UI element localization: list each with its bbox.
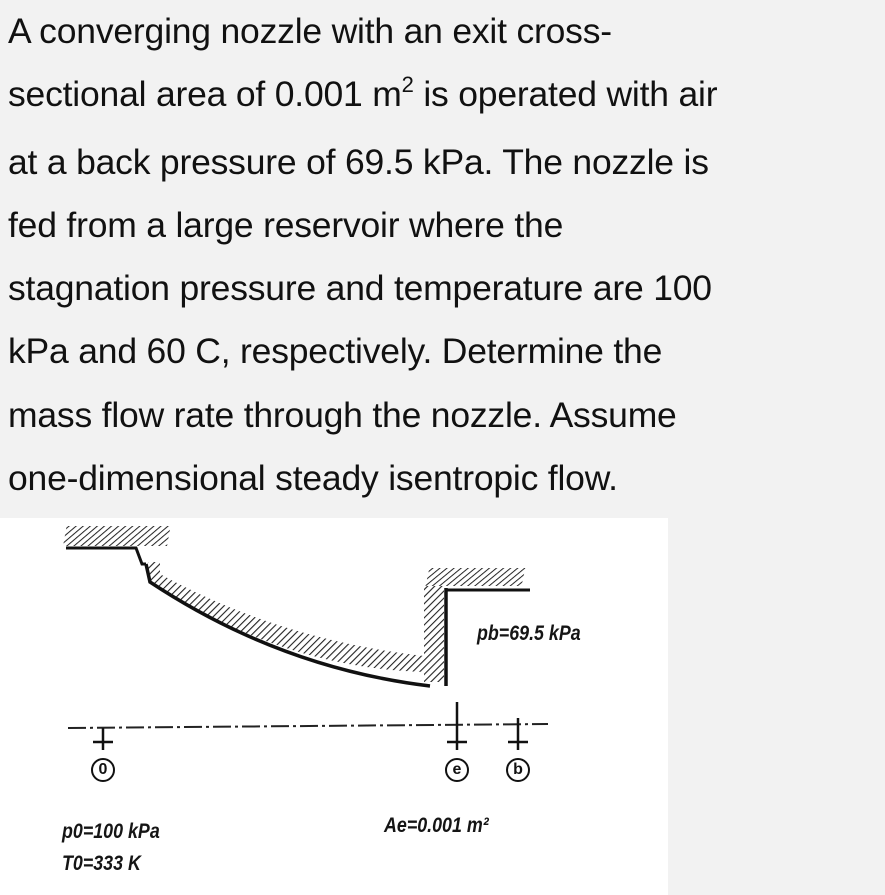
- reservoir-temperature-label: T0=333 K: [62, 852, 141, 875]
- centerline: [68, 724, 548, 728]
- problem-line-2a: sectional area of 0.001 m: [8, 74, 402, 115]
- station-b-marker: b: [506, 758, 530, 782]
- back-pressure-label: pb=69.5 kPa: [477, 622, 581, 645]
- nozzle-wall: [136, 548, 530, 686]
- reservoir-wall: [63, 526, 171, 564]
- station-0-marker: 0: [91, 758, 115, 782]
- nozzle-figure: [0, 518, 668, 895]
- problem-line-2: [8, 63, 880, 130]
- exit-area-label: Ae=0.001 m²: [384, 814, 489, 837]
- area-exponent: 2: [401, 72, 414, 98]
- problem-line-5: stagnation pressure and temperature are 100: [8, 268, 712, 309]
- reservoir-pressure-label: p0=100 kPa: [62, 820, 160, 843]
- problem-line-6: kPa and 60 C, respectively. Determine the: [8, 331, 663, 372]
- problem-statement: [8, 0, 880, 510]
- problem-line-3: at a back pressure of 69.5 kPa. The nozzle is: [8, 141, 709, 182]
- problem-line-4: fed from a large reservoir where the: [8, 204, 564, 245]
- problem-line-2b: is operated with air: [423, 74, 718, 115]
- problem-line-1: A converging nozzle with an exit cross-: [8, 11, 612, 51]
- station-e-marker: e: [445, 758, 469, 782]
- problem-line-7: mass flow rate through the nozzle. Assume: [8, 394, 677, 435]
- problem-line-8: one-dimensional steady isentropic flow.: [8, 458, 618, 499]
